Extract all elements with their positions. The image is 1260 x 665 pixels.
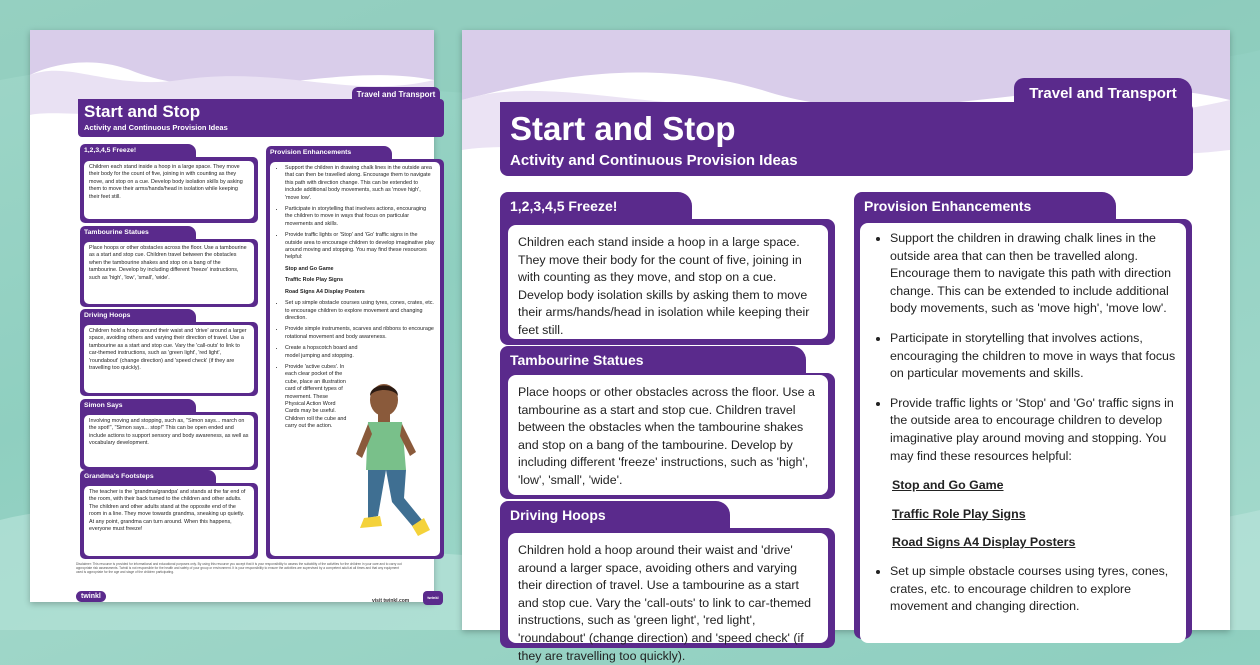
provision-item: • Provide simple instruments, scarves and ribbons to encourage rotational movement and body awareness. bbox=[285, 326, 435, 341]
resource-link-stop-go[interactable]: Stop and Go Game bbox=[285, 265, 334, 272]
provision-item: • Provide traffic lights or 'Stop' and 'Go' traffic signs in the outside area to encourage children to develop imaginative play around moving and stopping. You may find these resources helpful: bbox=[285, 232, 435, 262]
provision-item: • Support the children in drawing chalk lines in the outside area that can then be travelled along. Encourage them to navigate this path with direction change. This can be extended to include additional body movements, such as 'move high', 'move low'. bbox=[285, 165, 435, 202]
category-tag: Travel and Transport bbox=[352, 87, 440, 103]
provision-item: • Participate in storytelling that involves actions, encouraging the children to move in ways that focus on particular movements and skills. bbox=[890, 330, 1176, 383]
provision-item: • Participate in storytelling that involves actions, encouraging the children to move in ways that focus on particular movements and skills. bbox=[285, 206, 435, 228]
boy-illustration bbox=[344, 378, 434, 560]
tambourine-text: Place hoops or other obstacles across the floor. Use a tambourine as a start and stop cue. Children travel between the obstacles when the tambourine shakes and stop on a bang of the tambourine. Develop by including different 'freeze' instructions, such as 'high', 'low', 'small', 'wide'. bbox=[84, 242, 254, 304]
page-title: Start and Stop bbox=[510, 110, 736, 147]
category-tag: Travel and Transport bbox=[1014, 78, 1192, 112]
page-subtitle: Activity and Continuous Provision Ideas bbox=[510, 152, 798, 169]
title-banner bbox=[500, 102, 1193, 176]
grandma-text: The teacher is the 'grandma/grandpa' and stands at the far end of the room, with their back turned to the children and other adults. The children and other adults stand at the opposite end of the room in a line. They move towards grandma, sneaking up quietly. At any point, grandma can turn around. When this happens, everyone must freeze! bbox=[84, 486, 254, 556]
provision-item: • Provide traffic lights or 'Stop' and 'Go' traffic signs in the outside area to encourage children to develop imaginative play around moving and stopping. You may find these resources helpful: bbox=[890, 395, 1176, 465]
simon-heading: Simon Says bbox=[80, 399, 196, 412]
resource-link-role-play[interactable]: Traffic Role Play Signs bbox=[285, 277, 344, 284]
provision-item: • Support the children in drawing chalk lines in the outside area that can then be travelled along. Encourage them to navigate this path with direction change. This can be extended to include additional body movements, such as 'move high', 'move low'. bbox=[890, 230, 1176, 318]
page-zoomed[interactable] bbox=[462, 30, 1230, 663]
grandma-heading: Grandma's Footsteps bbox=[80, 470, 216, 483]
resource-link-role-play[interactable]: Traffic Role Play Signs bbox=[892, 506, 1026, 521]
twinkl-badge: twinkl bbox=[423, 591, 443, 605]
resource-link-road-signs[interactable]: Road Signs A4 Display Posters bbox=[892, 535, 1076, 550]
hoops-text: Children hold a hoop around their waist and 'drive' around a larger space, avoiding others and varying their direction of travel. Use a tambourine as a start and stop cue. Vary the 'call-outs' to link to car-themed instructions, such as 'green light', 'red light', 'roundabout' (change direction) and 'speed check' (if they are travelling too quickly). bbox=[84, 325, 254, 393]
tambourine-text: Place hoops or other obstacles across the floor. Use a tambourine as a start and stop cue. Children travel between the obstacles when the tambourine shakes and stop on a bang of the tambourine. Develop by including different 'freeze' instructions, such as 'high', 'low', 'small', 'wide'. bbox=[508, 375, 828, 495]
freeze-heading: 1,2,3,4,5 Freeze! bbox=[80, 144, 196, 157]
page-subtitle: Activity and Continuous Provision Ideas bbox=[84, 123, 228, 132]
provision-heading: Provision Enhancements bbox=[854, 192, 1116, 220]
freeze-heading: 1,2,3,4,5 Freeze! bbox=[500, 192, 692, 220]
footer-url[interactable]: visit twinkl.com bbox=[372, 598, 410, 604]
tambourine-heading: Tambourine Statues bbox=[80, 226, 196, 239]
freeze-text: Children each stand inside a hoop in a large space. They move their body for the count of five, joining in with counting as they move, and stop on a cue. Develop body isolation skills by asking them to move their arms/hands/head in isolation while keeping their feet still. bbox=[508, 225, 828, 339]
provision-list bbox=[860, 223, 1186, 643]
provision-item: • Set up simple obstacle courses using tyres, cones, crates, etc. to encourage children to explore movement and changing direction. bbox=[285, 300, 435, 322]
twinkl-logo: twinkl bbox=[76, 591, 106, 602]
hoops-heading: Driving Hoops bbox=[500, 501, 730, 529]
resource-link-road-signs[interactable]: Road Signs A4 Display Posters bbox=[285, 288, 365, 295]
provision-item: • Provide 'active cubes'. In each clear pocket of the cube, place an illustration card of different types of movement. These Physical Action Word Cards may be useful. Children roll the cube and carry out the action. bbox=[285, 364, 347, 431]
page-title: Start and Stop bbox=[84, 102, 201, 121]
provision-heading: Provision Enhancements bbox=[266, 146, 392, 159]
simon-text: Involving moving and stopping, such as, "Simon says... march on the spot!", "Simon says... stop!" This can be open ended and include actions to support sensory and body awareness, as well as vocabulary development. bbox=[84, 415, 254, 467]
title-banner bbox=[78, 99, 444, 137]
provision-item: • Create a hopscotch board and model jumping and stopping. bbox=[285, 345, 365, 360]
tambourine-heading: Tambourine Statues bbox=[500, 346, 806, 374]
hoops-heading: Driving Hoops bbox=[80, 309, 196, 322]
freeze-text: Children each stand inside a hoop in a large space. They move their body for the count of five, joining in with counting as they move, and stop on a cue. Develop body isolation skills by asking them to move their arms/hands/head in isolation while keeping their feet still. bbox=[84, 161, 254, 219]
disclaimer: Disclaimer: This resource is provided for informational and educational purposes only. By using this resource you accept that it is your responsibility to assess the suitability of the activities for the children in your care and to carry out appropriate risk assessments. Twinkl is not responsible for the health and safety of your group or environment. It is your responsibility to ensure the activities are supervised by a competent adult at all times and that any equipment used is appropriate for the age and stage of the children participating. bbox=[76, 562, 402, 575]
provision-item: • Set up simple obstacle courses using tyres, cones, crates, etc. to encourage children to explore movement and changing direction. bbox=[890, 563, 1176, 616]
page-thumbnail[interactable] bbox=[30, 30, 439, 604]
hoops-text: Children hold a hoop around their waist and 'drive' around a larger space, avoiding others and varying their direction of travel. Use a tambourine as a start and stop cue. Vary the 'call-outs' to link to car-themed instructions, such as 'green light', 'red light', 'roundabout' (change direction) and 'speed check' (if they are travelling too quickly). bbox=[508, 533, 828, 643]
resource-link-stop-go[interactable]: Stop and Go Game bbox=[892, 478, 1004, 493]
